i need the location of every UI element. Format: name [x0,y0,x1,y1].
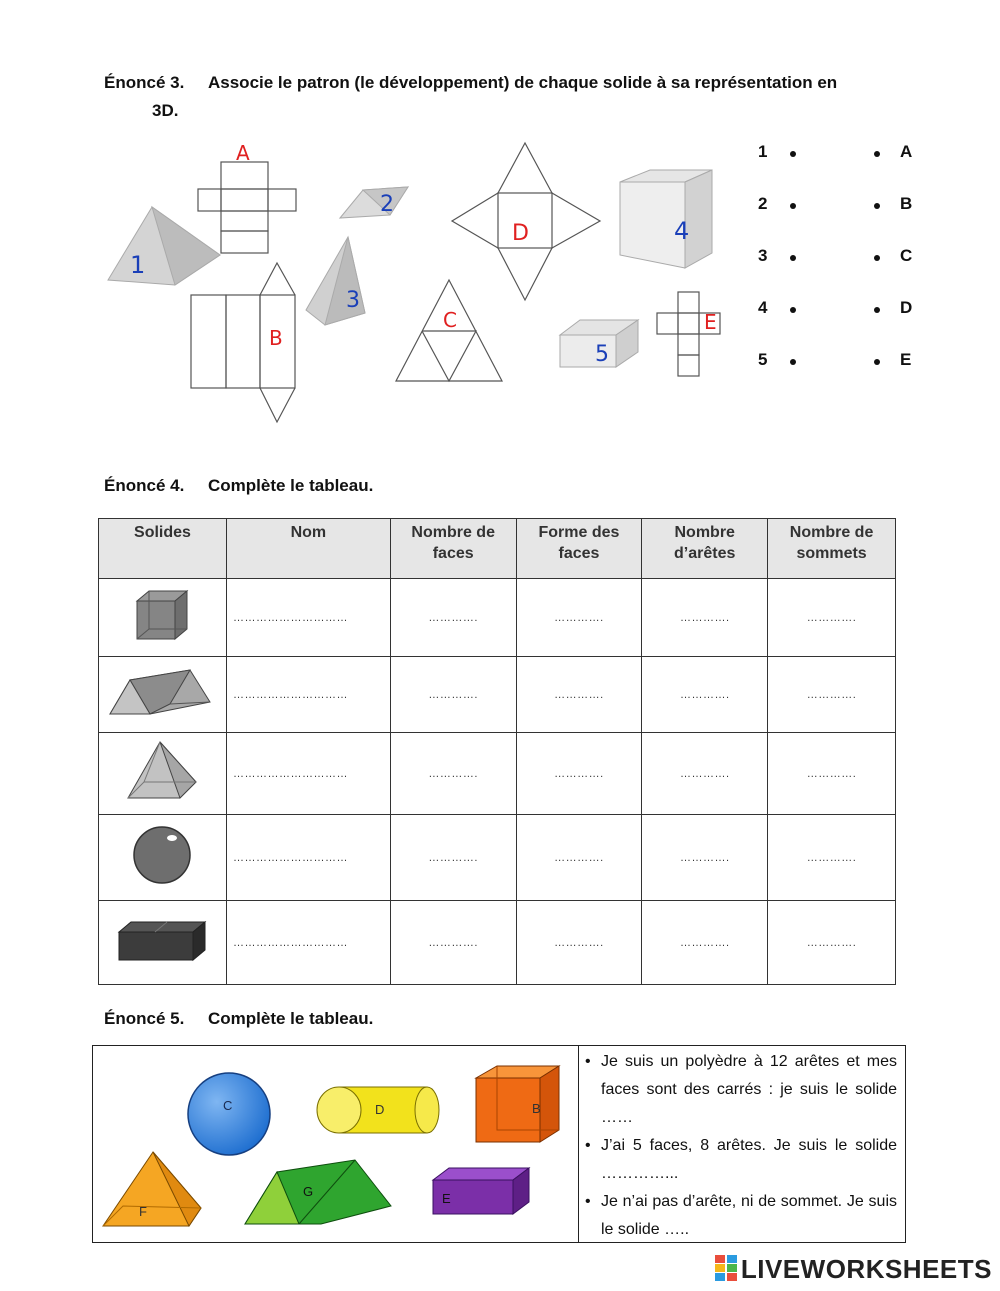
tetrahedron-3d-icon [306,237,365,325]
label-4: 4 [674,217,690,245]
label-3: 3 [346,288,360,313]
label-b: B [269,326,283,350]
svg-text:C: C [223,1098,233,1113]
edges-input[interactable]: …………. [642,815,768,901]
box-e-icon [433,1168,529,1214]
rectangular-prism-icon [115,914,209,966]
solid-cell [99,733,227,815]
brand-logo [715,1254,992,1285]
match-row-1: 1 A [758,142,913,161]
match-row-5: 5 E [758,350,912,369]
match-dot-left-2[interactable] [790,203,796,209]
riddle-clue-1: • Je suis un polyèdre à 12 arêtes et mes faces sont des carrés : je suis le solide …… [585,1053,897,1126]
prism-3d-icon [340,187,408,218]
faces-input[interactable]: …………. [390,815,516,901]
match-dot-right-b[interactable] [874,203,880,209]
box-3d-icon [560,320,638,367]
shape-input[interactable]: …………. [516,657,642,733]
vertices-input[interactable]: …………. [768,901,896,985]
table-row [99,657,896,733]
match-dot-right-e[interactable] [874,359,880,365]
exercise4-number: Énoncé 4. [104,476,185,495]
riddle-divider [578,1046,579,1242]
riddle-table [92,1045,906,1243]
table-row [99,815,896,901]
match-dot-left-1[interactable] [790,151,796,157]
match-dot-right-c[interactable] [874,255,880,261]
table-header-row [99,519,896,579]
match-row-3: 3 C [758,246,913,265]
faces-input[interactable]: …………. [390,657,516,733]
edges-input[interactable]: …………. [642,579,768,657]
edges-input[interactable]: …………. [642,733,768,815]
vertices-input[interactable]: …………. [768,657,896,733]
label-e: E [704,310,717,334]
solids-table [98,518,896,985]
riddle-clue-2: • J’ai 5 faces, 8 arêtes. Je suis le solide …………... [585,1137,897,1182]
name-input[interactable]: ………………………… [226,657,390,733]
header-aretes: Nombre d’arêtes [642,519,768,579]
exercise3-instruction-cont: 3D. [152,101,179,120]
match-dot-left-3[interactable] [790,255,796,261]
sphere-icon [129,822,195,888]
svg-text:F: F [139,1204,147,1219]
net-a-icon [198,141,296,253]
match-dot-left-5[interactable] [790,359,796,365]
svg-text:E: E [442,1191,451,1206]
riddle-clue-3: • Je n’ai pas d’arête, ni de sommet. Je suis le solide ….. [585,1193,897,1238]
header-forme: Forme des faces [516,519,642,579]
table-row [99,901,896,985]
label-2: 2 [380,192,394,217]
cube-icon [127,583,197,647]
header-nom: Nom [226,519,390,579]
exercise3-instruction: Associe le patron (le développement) de chaque solide à sa représentation en [208,73,838,92]
vertices-input[interactable]: …………. [768,815,896,901]
net-e-icon [657,292,720,376]
header-sommets: Nombre de sommets [768,519,896,579]
pyramid-f-icon [103,1152,201,1226]
shape-input[interactable]: …………. [516,901,642,985]
net-d-icon [452,143,600,300]
match-row-2: 2 B [758,194,913,213]
liveworksheets-logo-icon [715,1255,737,1281]
sphere-c-icon [188,1073,270,1155]
nets-figure [100,135,740,435]
vertices-input[interactable]: …………. [768,733,896,815]
faces-input[interactable]: …………. [390,733,516,815]
edges-input[interactable]: …………. [642,901,768,985]
solid-cell [99,579,227,657]
name-input[interactable]: ………………………… [226,901,390,985]
triangular-prism-icon [106,662,218,722]
svg-text:B: B [532,1101,541,1116]
pyramid-3d-icon [108,207,220,285]
match-row-4: 4 D [758,298,913,317]
match-dot-right-d[interactable] [874,307,880,313]
table-row [99,579,896,657]
exercise5-heading [104,1009,373,1029]
svg-text:D: D [375,1102,385,1117]
edges-input[interactable]: …………. [642,657,768,733]
cube-3d-icon [620,170,712,268]
prism-g-icon [245,1160,391,1224]
shape-input[interactable]: …………. [516,733,642,815]
match-dot-right-a[interactable] [874,151,880,157]
colored-solids-figure [93,1046,578,1242]
exercise3-heading [104,73,837,93]
label-5: 5 [595,342,609,367]
label-a: A [236,141,250,165]
label-d: D [512,221,529,246]
pyramid-icon [122,738,202,804]
solid-cell [99,657,227,733]
solid-cell [99,901,227,985]
solid-cell [99,815,227,901]
net-c-icon [396,280,502,381]
exercise3-number: Énoncé 3. [104,73,185,92]
exercise5-number: Énoncé 5. [104,1009,185,1028]
exercise4-instruction: Complète le tableau. [208,476,374,495]
svg-text:G: G [303,1184,314,1199]
exercise4-heading [104,476,373,496]
header-solides: Solides [99,519,227,579]
net-b-icon [191,263,295,422]
name-input[interactable]: ………………………… [226,733,390,815]
cylinder-d-icon [317,1087,439,1133]
shape-input[interactable]: …………. [516,815,642,901]
table-row [99,733,896,815]
faces-input[interactable]: …………. [390,901,516,985]
name-input[interactable]: ………………………… [226,815,390,901]
match-dot-left-4[interactable] [790,307,796,313]
shape-input[interactable]: …………. [516,579,642,657]
label-c: C [443,308,457,332]
name-input[interactable]: ………………………… [226,579,390,657]
cube-b-icon [476,1066,559,1142]
faces-input[interactable]: …………. [390,579,516,657]
header-faces: Nombre de faces [390,519,516,579]
vertices-input[interactable]: …………. [768,579,896,657]
label-1: 1 [130,251,146,279]
brand-name: LIVEWORKSHEETS [740,1254,992,1284]
exercise5-instruction: Complète le tableau. [208,1009,374,1028]
